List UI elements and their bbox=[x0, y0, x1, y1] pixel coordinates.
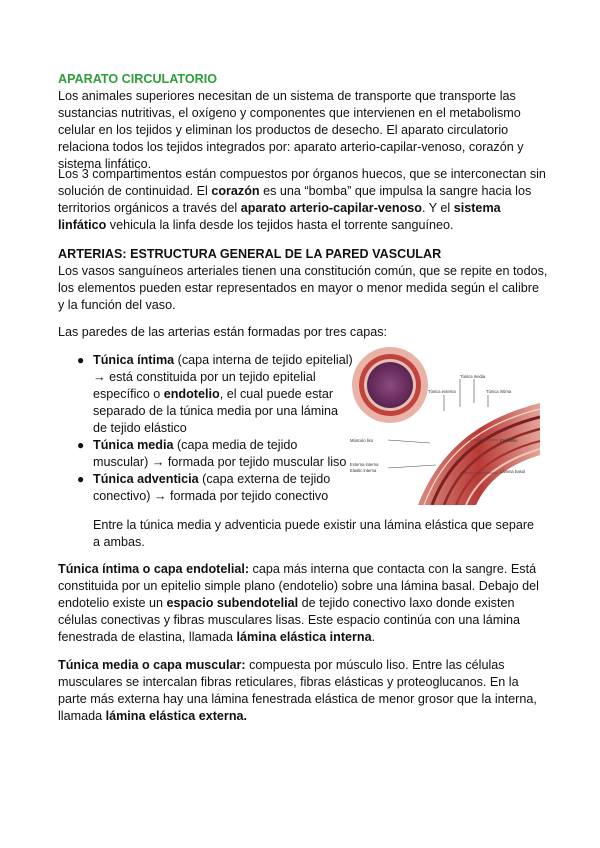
label-musculo-liso: Músculo liso bbox=[350, 438, 374, 443]
bullet-tunica-media: Túnica media (capa media de tejido muscular) → formada por tejido muscular liso bbox=[93, 438, 347, 469]
layers-intro: Las paredes de las arterias están formadas por tres capas: bbox=[58, 325, 388, 339]
artery-wall-diagram bbox=[348, 345, 540, 505]
tunica-media-paragraph: Túnica media o capa muscular: compuesta por músculo liso. Entre las células musculares se intercalan fibras reticulares, fibras elásticas y proteoglucanos. En la parte más externa hay una lámina fenestrada elástica de menor grosor que la interna, llamada lámina elástica externa. bbox=[58, 658, 537, 723]
bullet-marker: ● bbox=[77, 438, 85, 452]
elastic-lamina-note: Entre la túnica media y adventicia puede existir una lámina elástica que separe a ambas. bbox=[93, 518, 535, 549]
artery-lumen bbox=[367, 362, 413, 408]
compartments-paragraph: Los 3 compartimentos están compuestos por órganos huecos, que se interconectan sin solución de continuidad. El corazón es una “bomba” que impulsa la sangre hacia los territorios orgánicos a través del aparato arterio-capilar-venoso. Y el sistema linfático vehicula la linfa desde los tejidos hasta el torrente sanguíneo. bbox=[58, 167, 546, 232]
label-tunica-media: Túnica media bbox=[460, 374, 486, 379]
label-elastica-2: Elastic interna bbox=[350, 468, 377, 473]
tunica-intima-paragraph: Túnica íntima o capa endotelial: capa más interna que contacta con la sangre. Está constituida por un epitelio simple plano (endotelio) sobre una lámina basal. Debajo del endotelio existe un espacio subendotelial de tejido conectivo laxo donde existen células conectivas y fibras musculares lisas. Este espacio continúa con una lámina fenestrada de elastina, llamada lámina elástica interna. bbox=[58, 562, 539, 644]
bullet-tunica-intima: Túnica íntima (capa interna de tejido epitelial) → está constituida por un tejido epitelial específico o endotelio, el cual puede estar separado de la túnica media por una lámina de tejido elástico bbox=[93, 353, 353, 435]
artery-wall-section bbox=[418, 403, 540, 505]
bullet-tunica-adventicia: Túnica adventicia (capa externa de tejido conectivo) → formada por tejido conectivo bbox=[93, 472, 331, 503]
intro-paragraph: Los animales superiores necesitan de un sistema de transporte que transporte las sustancias nutritivas, el oxígeno y componentes que intervienen en el metabolismo celular en los tejidos y eliminan los productos de desecho. El aparato circulatorio relaciona todos los tejidos integrados por: aparato arterio-capilar-venoso, corazón y sistema linfático. bbox=[58, 89, 524, 171]
label-tunica-intima: Túnica íntima bbox=[486, 389, 512, 394]
label-tunica-externa: Túnica externa bbox=[428, 389, 456, 394]
label-elastica: Externa interna bbox=[350, 462, 379, 467]
bullet-marker: ● bbox=[77, 472, 85, 486]
bullet-marker: ● bbox=[77, 353, 85, 367]
section-heading-arterias: ARTERIAS: ESTRUCTURA GENERAL DE LA PARED VASCULAR bbox=[58, 247, 442, 261]
document-title: APARATO CIRCULATORIO bbox=[58, 72, 218, 86]
label-lamina-basal: Lámina basal bbox=[500, 469, 525, 474]
arteries-paragraph: Los vasos sanguíneos arteriales tienen una constitución común, que se repite en todos, los elementos pueden estar representados en mayor o menor medida según el calibre y la función del vaso. bbox=[58, 264, 548, 312]
label-endotelio: Endotelio bbox=[500, 438, 518, 443]
